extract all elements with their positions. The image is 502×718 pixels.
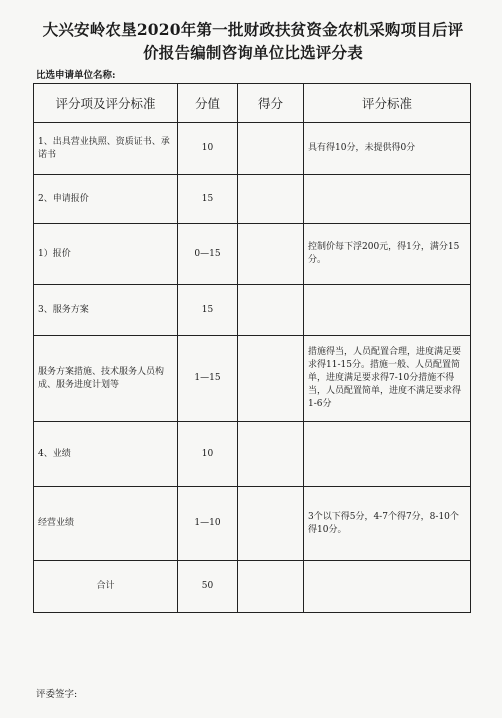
table-row [34, 175, 471, 224]
total-criteria [304, 561, 471, 613]
scoring-table [33, 83, 471, 613]
header-score: 得分 [238, 84, 304, 123]
document-title [24, 18, 482, 64]
header-criteria: 评分标准 [304, 84, 471, 123]
row-score-cell [238, 285, 304, 336]
table-row [34, 336, 471, 422]
row-criteria: 措施得当，人员配置合理，进度满足要求得11-15分。措施一般、人员配置简单，进度满足要求得7-10分措施不得当，人员配置简单，进度不满足要求得1-6分 [304, 336, 471, 422]
row-item: 3、服务方案 [34, 285, 178, 336]
row-criteria: 具有得10分，未提供得0分 [304, 123, 471, 175]
row-value: 1—10 [178, 487, 238, 561]
row-criteria: 控制价每下浮200元，得1分，满分15分。 [304, 224, 471, 285]
header-value: 分值 [178, 84, 238, 123]
row-value: 0—15 [178, 224, 238, 285]
total-value: 50 [178, 561, 238, 613]
row-score-cell [238, 487, 304, 561]
row-item: 服务方案措施、技术服务人员构成、服务进度计划等 [34, 336, 178, 422]
table-row [34, 224, 471, 285]
table-header-row [34, 84, 471, 123]
row-criteria [304, 175, 471, 224]
row-score-cell [238, 336, 304, 422]
row-criteria [304, 285, 471, 336]
row-value: 1—15 [178, 336, 238, 422]
row-score-cell [238, 175, 304, 224]
table-row [34, 487, 471, 561]
row-value: 10 [178, 422, 238, 487]
row-score-cell [238, 224, 304, 285]
table-row [34, 422, 471, 487]
row-value: 10 [178, 123, 238, 175]
header-item: 评分项及评分标准 [34, 84, 178, 123]
row-item: 经营业绩 [34, 487, 178, 561]
total-label: 合计 [34, 561, 178, 613]
applicant-name-label: 比选申请单位名称: [36, 70, 116, 81]
row-criteria: 3个以下得5分，4-7个得7分，8-10个得10分。 [304, 487, 471, 561]
title-line-1: 大兴安岭农垦2020年第一批财政扶贫资金农机采购项目后评 [42, 20, 464, 39]
title-line-2: 价报告编制咨询单位比选评分表 [143, 43, 363, 62]
row-value: 15 [178, 285, 238, 336]
row-criteria [304, 422, 471, 487]
row-score-cell [238, 123, 304, 175]
table-row-total [34, 561, 471, 613]
row-score-cell [238, 422, 304, 487]
row-item: 1）报价 [34, 224, 178, 285]
total-score-cell [238, 561, 304, 613]
table-row [34, 285, 471, 336]
row-item: 4、业绩 [34, 422, 178, 487]
row-item: 1、出具营业执照、资质证书、承诺书 [34, 123, 178, 175]
signature-label: 评委签字: [36, 689, 78, 700]
row-item: 2、申请报价 [34, 175, 178, 224]
table-row [34, 123, 471, 175]
row-value: 15 [178, 175, 238, 224]
